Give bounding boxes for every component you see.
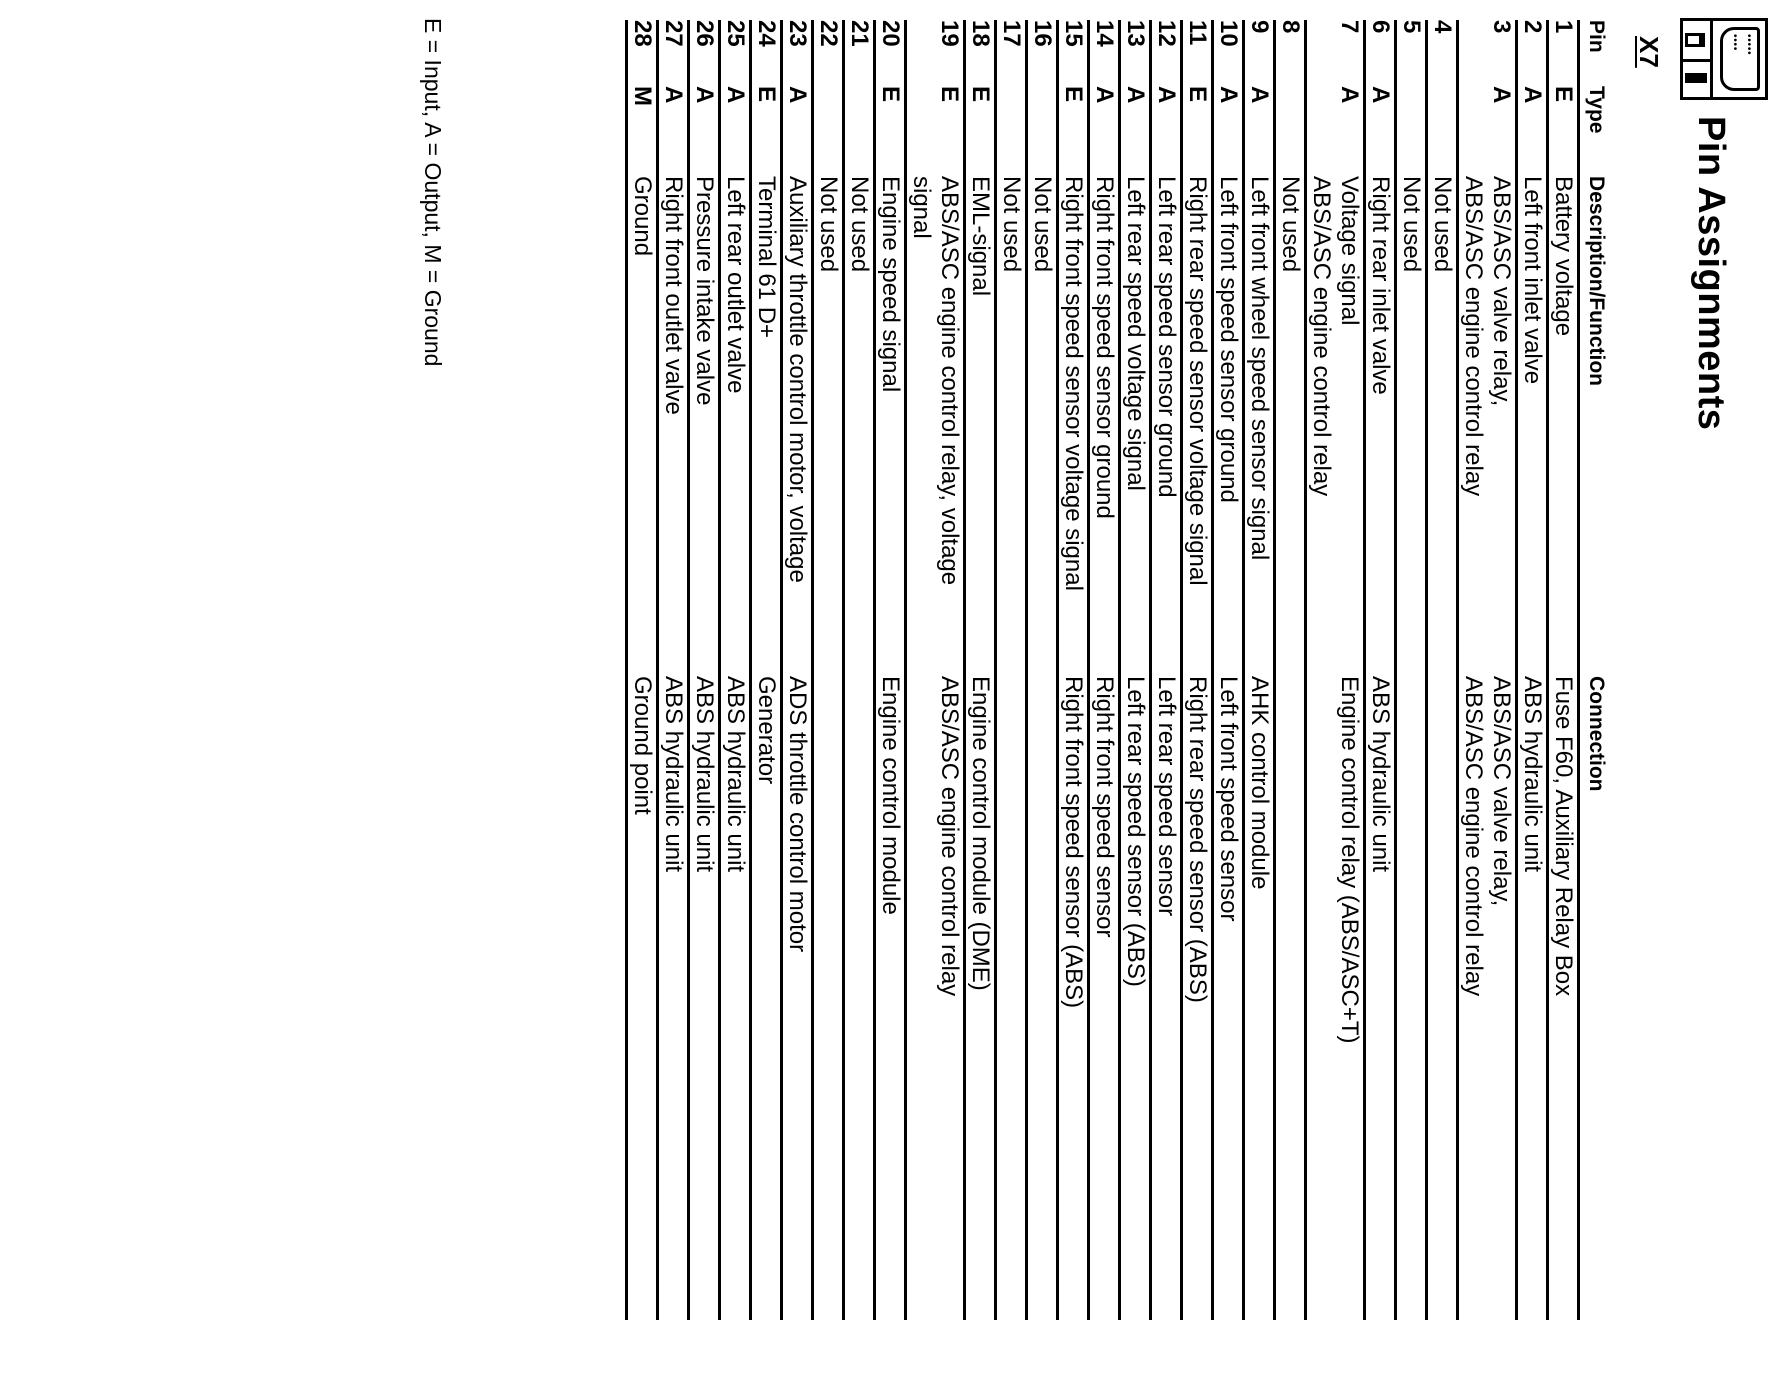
description-cell: Right front speed sensor voltage signal [1060,176,1087,591]
description-cell: Left front inlet valve [1519,176,1546,385]
table-row [1120,20,1151,1320]
table-row [1213,20,1244,1320]
table-row [1427,20,1458,1320]
pin-cell: 28 [629,20,656,47]
pin-cell: 4 [1429,20,1456,34]
connection-cell: ABS hydraulic unit [722,676,749,873]
description-cell: Not used [815,176,842,273]
pin-cell: 22 [815,20,842,47]
type-cell: E [1060,86,1087,103]
table-row [1027,20,1058,1320]
connection-cell: Right rear speed sensor (ABS) [1184,676,1211,1003]
table-row [1548,20,1579,1320]
type-cell: A [1519,86,1546,104]
pin-cell: 7 [1336,20,1363,34]
description-cell: Engine speed signal [877,176,904,393]
pin-cell: 1 [1550,20,1577,34]
type-cell: A [1488,86,1515,104]
table-row [1458,20,1517,1320]
pin-cell: 5 [1398,20,1425,34]
pin-cell: 23 [784,20,811,47]
table-row [689,20,720,1320]
connection-cell: Generator [753,676,780,785]
pin-cell: 27 [660,20,687,47]
description-cell: ABS/ASC engine control relay, voltage signal [908,176,963,586]
type-cell: E [967,86,994,103]
page-title: Pin Assignments [1690,116,1732,431]
table-row [1306,20,1365,1320]
connector-icon [1680,18,1768,100]
connection-cell [813,676,844,1320]
table-row [1396,20,1427,1320]
type-cell [1275,86,1306,176]
connection-cell: AHK control module [1246,676,1273,890]
connection-cell: Left rear speed sensor [1153,676,1180,917]
table-row [720,20,751,1320]
type-cell: A [722,86,749,104]
description-cell: Voltage signal ABS/ASC engine control relay [1308,176,1363,497]
pin-cell: 3 [1488,20,1515,34]
pin-cell: 21 [846,20,873,47]
pin-cell: 15 [1060,20,1087,47]
pin-cell: 25 [722,20,749,47]
description-cell: Right rear speed sensor voltage signal [1184,176,1211,586]
type-cell [813,86,844,176]
connector-id: X7 [1634,36,1664,68]
type-cell: A [691,86,718,104]
pin-cell: 17 [998,20,1025,47]
pin-assignment-table [625,20,1632,1320]
description-cell: Left front wheel speed sensor signal [1246,176,1273,561]
description-cell: Not used [1029,176,1056,273]
table-row [658,20,689,1320]
description-cell: Left front speed sensor ground [1215,176,1242,503]
connection-cell: ABS hydraulic unit [691,676,718,873]
table-row [1058,20,1089,1320]
description-cell: Auxiliary throttle control motor, voltage [784,176,811,583]
description-cell: Not used [1277,176,1304,273]
description-cell: Left rear outlet valve [722,176,749,394]
pin-cell: 6 [1367,20,1394,34]
description-cell: Terminal 61 D+ [753,176,780,339]
description-cell: Pressure intake valve [691,176,718,406]
type-cell: E [753,86,780,103]
description-cell: Left rear speed sensor ground [1153,176,1180,498]
table-row [1517,20,1548,1320]
table-row [996,20,1027,1320]
table-row [1151,20,1182,1320]
pin-cell: 10 [1215,20,1242,47]
connection-cell: Right front speed sensor (ABS) [1060,676,1087,1009]
column-header-description: Description/Function [1585,176,1608,386]
connection-cell: ABS hydraulic unit [660,676,687,873]
description-cell: Battery voltage [1550,176,1577,337]
type-cell: M [629,86,656,106]
pin-cell: 8 [1277,20,1304,34]
description-cell: Right front outlet valve [660,176,687,415]
column-header-connection: Connection [1585,676,1608,792]
description-cell: EML-signal [967,176,994,297]
pin-cell: 20 [877,20,904,47]
pin-cell: 11 [1184,20,1211,46]
type-cell: A [784,86,811,104]
type-cell: A [1367,86,1394,104]
connection-cell: Left front speed sensor [1215,676,1242,922]
description-cell: Not used [846,176,873,273]
column-header-pin: Pin [1585,20,1608,53]
connection-cell: ABS/ASC engine control relay [936,676,963,997]
type-cell: A [1122,86,1149,104]
table-row [965,20,996,1320]
connection-cell [1427,676,1458,1320]
pin-cell: 2 [1519,20,1546,34]
connection-cell: ABS hydraulic unit [1367,676,1394,873]
pin-cell: 13 [1122,20,1149,47]
pin-cell: 14 [1091,20,1118,47]
table-row [1365,20,1396,1320]
description-cell: Right rear inlet valve [1367,176,1394,395]
connection-cell: ADS throttle control motor [784,676,811,953]
table-row [813,20,844,1320]
type-cell [844,86,875,176]
type-cell: A [1153,86,1180,104]
table-header-row [1579,20,1633,1320]
table-row [1275,20,1306,1320]
table-row [844,20,875,1320]
type-cell: E [1184,86,1211,103]
connection-cell [996,676,1027,1320]
connection-cell: Engine control relay (ABS/ASC+T) [1336,676,1363,1044]
connection-cell [1027,676,1058,1320]
type-cell: E [877,86,904,103]
table-row [1182,20,1213,1320]
type-legend: E = Input, A = Output, M = Ground [420,18,446,367]
connection-cell: Engine control module [877,676,904,915]
pin-cell: 16 [1029,20,1056,47]
connection-cell: Fuse F60, Auxiliary Relay Box [1550,676,1577,997]
pin-cell: 26 [691,20,718,47]
type-cell [1396,86,1427,176]
type-cell: A [660,86,687,104]
column-header-type: Type [1585,86,1608,134]
table-row [875,20,906,1320]
connection-cell: Right front speed sensor [1091,676,1118,938]
description-cell: Left rear speed voltage signal [1122,176,1149,491]
pin-cell: 12 [1153,20,1180,47]
type-cell: A [1215,86,1242,104]
description-cell: Not used [1398,176,1425,273]
table-row [1244,20,1275,1320]
connection-cell: Ground point [629,676,656,815]
table-row [1089,20,1120,1320]
type-cell [996,86,1027,176]
type-cell: A [1336,86,1363,104]
table-row [751,20,782,1320]
page-header [1618,18,1768,1358]
pin-cell: 18 [967,20,994,47]
table-row [627,20,658,1320]
connection-cell: Engine control module (DME) [967,676,994,991]
connection-cell [1275,676,1306,1320]
connection-cell [844,676,875,1320]
description-cell: Ground [629,176,656,257]
type-cell: E [1550,86,1577,103]
description-cell: Not used [1429,176,1456,273]
description-cell: Not used [998,176,1025,273]
description-cell: ABS/ASC valve relay, ABS/ASC engine control relay [1460,176,1515,497]
table-row [782,20,813,1320]
type-cell: E [936,86,963,103]
connection-cell: Left rear speed sensor (ABS) [1122,676,1149,987]
type-cell [1027,86,1058,176]
pin-cell: 9 [1246,20,1273,34]
connection-cell: ABS/ASC valve relay, ABS/ASC engine control relay [1460,676,1515,997]
table-row [906,20,965,1320]
pin-cell: 19 [936,20,963,47]
type-cell [1427,86,1458,176]
description-cell: Right front speed sensor ground [1091,176,1118,519]
connection-cell [1396,676,1427,1320]
type-cell: A [1246,86,1273,104]
connection-cell: ABS hydraulic unit [1519,676,1546,873]
pin-cell: 24 [753,20,780,47]
type-cell: A [1091,86,1118,104]
